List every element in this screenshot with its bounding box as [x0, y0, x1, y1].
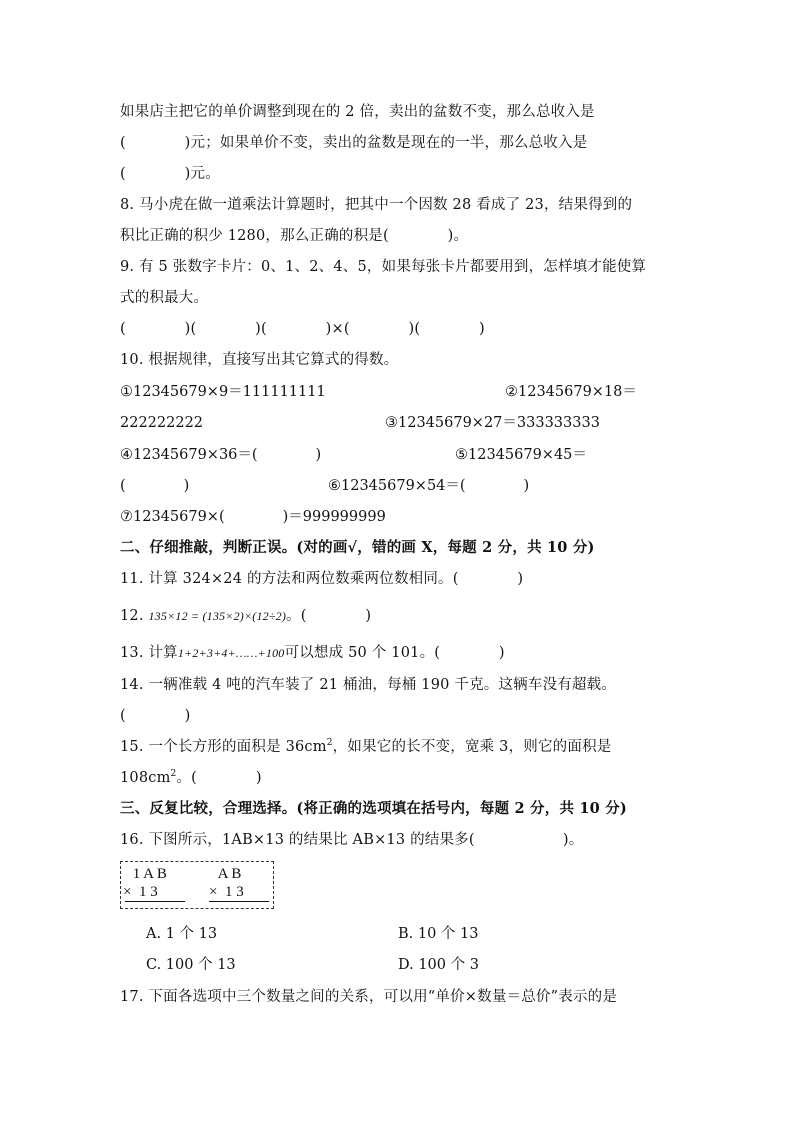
- question-15-area: 108cm: [120, 770, 171, 786]
- question-12-formula: 135×12 = (135×2)×(12÷2): [148, 609, 287, 623]
- question-12-number: 12.: [120, 608, 144, 624]
- q7-line-2: ( )元；如果单价不变，卖出的盆数是现在的一半，那么总收入是: [120, 135, 588, 151]
- section-3-heading: 三、反复比较，合理选择。(将正确的选项填在括号内，每题 2 分，共 10 分): [120, 800, 627, 817]
- calc-2-bottom: × 1 3: [209, 884, 244, 900]
- calc-2-underline: [209, 901, 269, 902]
- question-10-item-4: ④12345679×36＝( ): [120, 447, 322, 463]
- question-10-item-1: ①12345679×9＝111111111: [120, 384, 326, 400]
- question-14-blank: ( ): [120, 708, 191, 724]
- calc-1-bottom: × 1 3: [123, 884, 158, 900]
- calc-1-top: 1 A B: [129, 866, 167, 882]
- question-15-prefix: 15. 一个长方形的面积是 36cm: [120, 739, 327, 755]
- question-9-line-2: 式的积最大。: [120, 290, 209, 306]
- question-10-item-6: ⑥12345679×54＝( ): [328, 478, 530, 494]
- option-b: B. 10 个 13: [398, 926, 479, 942]
- section-2-heading: 二、仔细推敲，判断正误。(对的画√，错的画 X，每题 2 分，共 10 分): [120, 539, 595, 556]
- question-8-line-1: 8. 马小虎在做一道乘法计算题时，把其中一个因数 28 看成了 23，结果得到的: [120, 197, 633, 213]
- question-10-item-2-answer: 222222222: [120, 415, 204, 431]
- question-10-item-2: ②12345679×18＝: [505, 384, 637, 400]
- question-10-item-3: ③12345679×27＝333333333: [385, 415, 600, 431]
- question-17: 17. 下面各选项中三个数量之间的关系，可以用“单价×数量＝总价”表示的是: [120, 989, 618, 1005]
- question-15-line-2: [120, 768, 262, 788]
- superscript-2: 2: [170, 769, 177, 780]
- question-10-title: 10. 根据规律，直接写出其它算式的得数。: [120, 352, 399, 368]
- question-13-formula: 1+2+3+4+……+100: [177, 646, 285, 660]
- question-9-blanks: ( )( )( )×( )( ): [120, 321, 485, 337]
- calc-2-top: A B: [211, 866, 242, 882]
- option-a: A. 1 个 13: [146, 926, 218, 942]
- question-15-line-1: [120, 737, 611, 757]
- question-8-line-2: 积比正确的积少 1280，那么正确的积是( )。: [120, 228, 469, 244]
- option-d: D. 100 个 3: [398, 957, 479, 973]
- question-10-item-5-blank: ( ): [120, 478, 190, 494]
- question-13-tail: 可以想成 50 个 101。( ): [284, 645, 505, 661]
- question-10-item-5: ⑤12345679×45＝: [455, 447, 587, 463]
- q7-line-1: 如果店主把它的单价调整到现在的 2 倍，卖出的盆数不变，那么总收入是: [120, 104, 595, 120]
- question-13-prefix: 13. 计算: [120, 645, 178, 661]
- question-12-tail: 。( ): [286, 608, 372, 624]
- vertical-multiplication-figure: [120, 861, 274, 909]
- question-12: [120, 606, 371, 626]
- superscript-2: 2: [326, 738, 333, 749]
- option-c: C. 100 个 13: [146, 957, 236, 973]
- question-10-item-7: ⑦12345679×( )＝999999999: [120, 509, 386, 525]
- question-14: 14. 一辆准载 4 吨的汽车装了 21 桶油，每桶 190 千克。这辆车没有超载。: [120, 677, 617, 693]
- question-16: 16. 下图所示，1AB×13 的结果比 AB×13 的结果多( )。: [120, 832, 584, 848]
- question-15-middle: ，如果它的长不变，宽乘 3，则它的面积是: [332, 739, 612, 755]
- question-15-tail: 。( ): [176, 770, 262, 786]
- q7-line-3: ( )元。: [120, 166, 220, 182]
- calc-1-underline: [125, 901, 185, 902]
- question-13: [120, 643, 505, 663]
- question-11: 11. 计算 324×24 的方法和两位数乘两位数相同。( ): [120, 571, 524, 587]
- question-9-line-1: 9. 有 5 张数字卡片：0、1、2、4、5，如果每张卡片都要用到，怎样填才能使算: [120, 259, 647, 275]
